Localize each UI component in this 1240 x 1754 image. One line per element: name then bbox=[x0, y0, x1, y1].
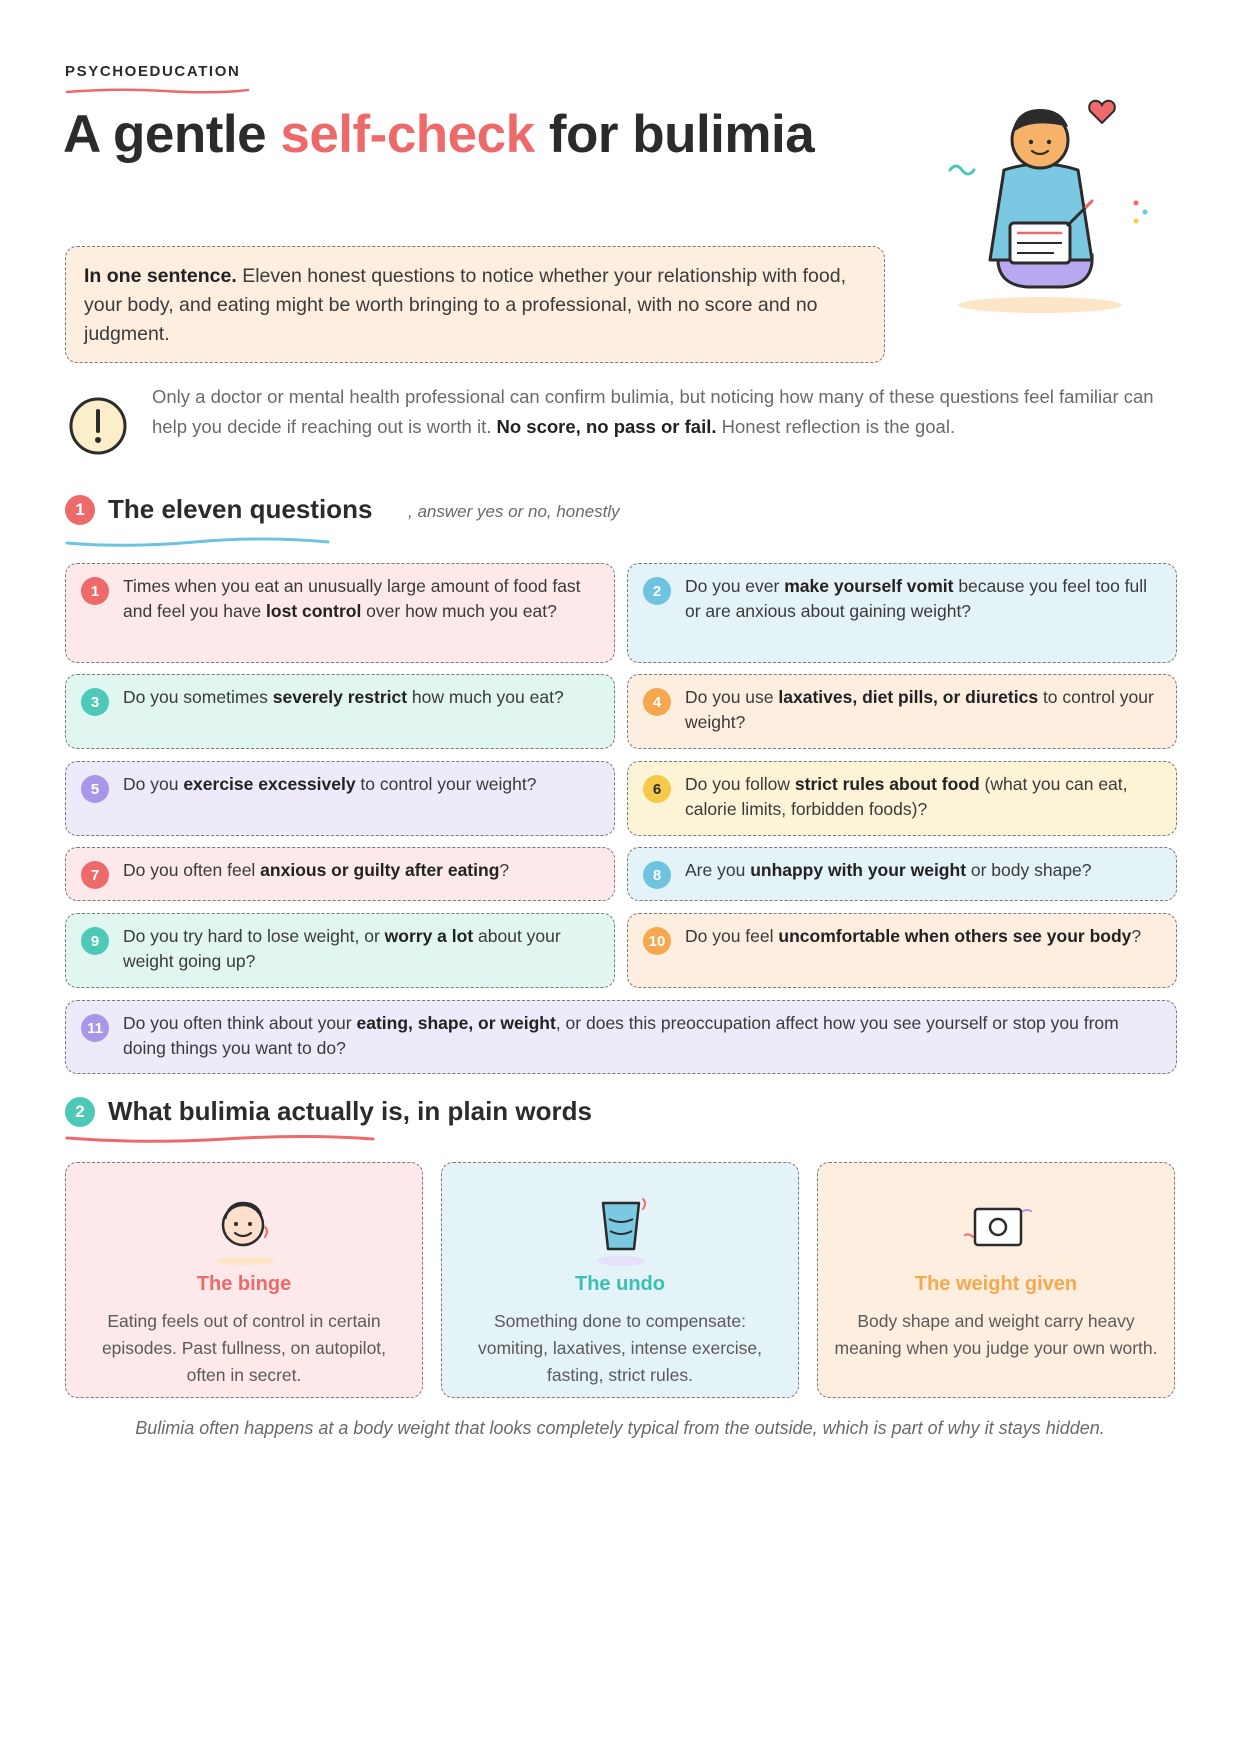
question-number: 6 bbox=[643, 775, 671, 803]
disclaimer-note: Only a doctor or mental health professional can confirm bulimia, but noticing how many of these questions feel familiar can help you decide if reaching out is worth it. No score, no pass or fail. Honest reflection is the goal. bbox=[152, 386, 1154, 437]
glass-icon bbox=[581, 1189, 661, 1267]
question-card: 5 Do you exercise excessively to control your weight? bbox=[65, 761, 615, 836]
scale-icon bbox=[957, 1189, 1037, 1267]
question-card: 1 Times when you eat an unusually large amount of food fast and feel you have lost control over how much you eat? bbox=[65, 563, 615, 663]
page-title: A gentle self-check for bulimia bbox=[63, 105, 815, 164]
card-title: The binge bbox=[196, 1273, 292, 1295]
section-title-questions: The eleven questions bbox=[108, 494, 373, 524]
section-number-1: 1 bbox=[65, 495, 95, 525]
question-card: 7 Do you often feel anxious or guilty after eating? bbox=[65, 847, 615, 901]
summary-box bbox=[65, 246, 885, 363]
question-number: 1 bbox=[81, 577, 109, 605]
question-card: 9 Do you try hard to lose weight, or worry a lot about your weight going up? bbox=[65, 913, 615, 988]
title-accent: self-check bbox=[280, 105, 535, 164]
card-body: Something done to compensate: vomiting, laxatives, intense exercise, fasting, strict rules. bbox=[477, 1311, 763, 1385]
section-number-2: 2 bbox=[65, 1097, 95, 1127]
question-card: 8 Are you unhappy with your weight or body shape? bbox=[627, 847, 1177, 901]
summary-text: Eleven honest questions to notice whether your relationship with food, your body, and eating might be worth bringing to a professional, with no score and no judgment. bbox=[84, 265, 847, 345]
question-number: 10 bbox=[643, 927, 671, 955]
card-body: Body shape and weight carry heavy meaning when you judge your own worth. bbox=[834, 1311, 1158, 1358]
question-card: 4 Do you use laxatives, diet pills, or diuretics to control your weight? bbox=[627, 674, 1177, 749]
footnote: Bulimia often happens at a body weight that looks completely typical from the outside, which is part of why it stays hidden. bbox=[135, 1418, 1105, 1438]
question-number: 4 bbox=[643, 688, 671, 716]
card-title: The undo bbox=[575, 1273, 665, 1295]
section-underline-1 bbox=[65, 537, 330, 549]
question-card: 10 Do you feel uncomfortable when others see your body? bbox=[627, 913, 1177, 988]
question-card: 11 Do you often think about your eating, shape, or weight, or does this preoccupation affect how you see yourself or stop you from doing things you want to do? bbox=[65, 1000, 1177, 1074]
info-card-weight bbox=[817, 1162, 1175, 1398]
question-number: 8 bbox=[643, 861, 671, 889]
question-card: 3 Do you sometimes severely restrict how much you eat? bbox=[65, 674, 615, 749]
summary-lead: In one sentence. bbox=[84, 265, 237, 287]
question-number: 2 bbox=[643, 577, 671, 605]
card-title: The weight given bbox=[914, 1273, 1078, 1295]
question-number: 11 bbox=[81, 1014, 109, 1042]
face-icon bbox=[205, 1189, 285, 1267]
eyebrow-label: PSYCHOEDUCATION bbox=[65, 63, 241, 80]
question-number: 3 bbox=[81, 688, 109, 716]
person-with-clipboard-illustration bbox=[940, 95, 1160, 325]
question-number: 7 bbox=[81, 861, 109, 889]
eyebrow-underline bbox=[65, 86, 250, 96]
question-number: 9 bbox=[81, 927, 109, 955]
question-card: 2 Do you ever make yourself vomit because you feel too full or are anxious about gaining weight? bbox=[627, 563, 1177, 663]
info-card-binge bbox=[65, 1162, 423, 1398]
section-title-explanation: What bulimia actually is, in plain words bbox=[108, 1096, 592, 1126]
card-body: Eating feels out of control in certain episodes. Past fullness, on autopilot, often in secret. bbox=[101, 1311, 387, 1385]
question-number: 5 bbox=[81, 775, 109, 803]
exclamation-icon bbox=[68, 396, 128, 456]
section-subtitle-questions: , answer yes or no, honestly bbox=[408, 502, 620, 521]
info-card-undo bbox=[441, 1162, 799, 1398]
question-card: 6 Do you follow strict rules about food (what you can eat, calorie limits, forbidden foods)? bbox=[627, 761, 1177, 836]
section-underline-2 bbox=[65, 1133, 375, 1145]
